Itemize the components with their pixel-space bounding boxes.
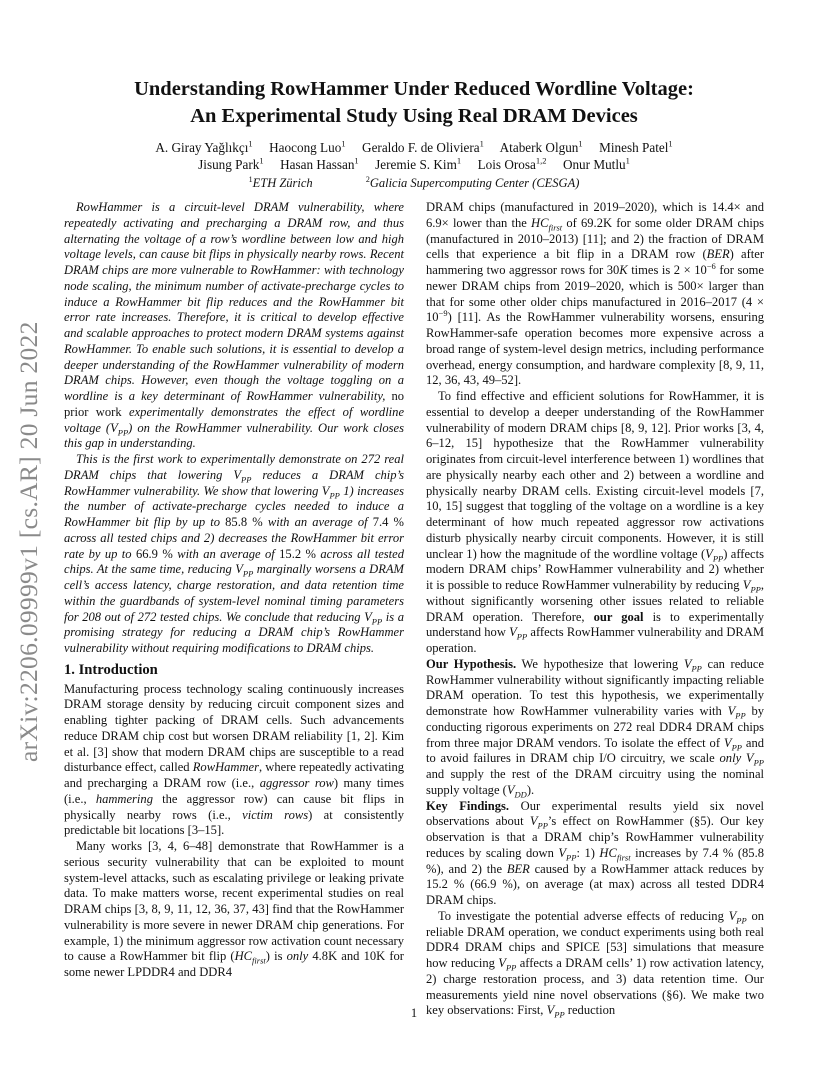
author-name: Geraldo F. de Oliviera: [362, 140, 480, 155]
arxiv-identifier: arXiv:2206.09999v1 [cs.AR] 20 Jun 2022: [14, 321, 43, 762]
author-affiliation-mark: 1: [341, 138, 346, 149]
right-column: [426, 200, 764, 1019]
author-name: Onur Mutlu: [562, 157, 626, 172]
affiliations: [0, 176, 828, 191]
title-line-1: Understanding RowHammer Under Reduced Wordline Voltage:: [134, 78, 694, 100]
affiliation-number: 2: [365, 174, 370, 184]
author-affiliation-mark: 1: [248, 138, 253, 149]
left-column: [64, 200, 404, 981]
section-heading-introduction: 1. Introduction: [64, 661, 158, 678]
author-affiliation-mark: 1: [479, 138, 484, 149]
author-affiliation-mark: 1: [456, 155, 462, 166]
intro-paragraph-1: Manufacturing process technology scaling continuously increases DRAM storage density by reducing circuit component sizes and enabling tighter packing of DRAM cells. Such advancements reduce DRAM chip cost but worsen DRAM reliability [1, 2]. Kim et al. [3] show that modern DRAM chips are susceptible to a read disturbance effect, called RowHammer, where repeatedly activating and precharging a DRAM row (i.e., aggressor row) many times (i.e., hammering the aggressor row) can cause bit flips in physically nearby rows (i.e., victim rows) at consistently predictable bit locations [3–15].: [64, 681, 405, 838]
author-list: [0, 139, 828, 173]
author-name: A. Giray Yağlıkçı: [155, 140, 249, 155]
intro-paragraph-3: To find effective and efficient solutions for RowHammer, it is essential to develop a deeper understanding of the RowHammer vulnerability of modern DRAM chips [8, 9, 12]. Prior works [3, 4, 6–12, 15] hypothesize that the RowHammer vulnerability originates from circuit-level interference between 1) wordlines that are physically nearby each other and 2) between a wordline and physically nearby DRAM cells. Existing circuit-level models [7, 10, 15] suggest that toggling of the voltage on a wordline is a key determinant of how much repeated aggressor row activations disturb physically nearby circuit components. However, it is still unclear 1) how the magnitude of the wordline voltage $(V_{PP})$ affects modern DRAM chips’ RowHammer vulnerability and 2) whether it is possible to reduce RowHammer vulnerability by reducing $V_{PP}$, without significantly worsening other issues related to reliable DRAM operation. Therefore, our goal is to experimentally understand how $V_{PP}$ affects RowHammer vulnerability and DRAM operation.: [426, 389, 764, 655]
abstract-paragraph-1: RowHammer is a circuit-level DRAM vulnerability, where repeatedly activating and precharging a DRAM row, and thus alternating the voltage of a row’s wordline between low and high voltage levels, can cause bit flips in physically nearby rows. Recent DRAM chips are more vulnerable to RowHammer: with technology node scaling, the minimum number of activate-precharge cycles to induce a RowHammer bit flip reduces and the RowHammer bit error rate increases. Therefore, it is critical to develop effective and scalable approaches to protect modern DRAM systems against RowHammer. To enable such solutions, it is essential to develop a deeper understanding of the RowHammer vulnerability of modern DRAM chips. However, even though the voltage toggling on a wordline is a key determinant of RowHammer vulnerability, no prior work experimentally demonstrates the effect of wordline voltage $(V_{PP})$ on the RowHammer vulnerability. Our work closes this gap in understanding.: [64, 200, 405, 451]
author-affiliation-mark: 1,2: [535, 155, 547, 166]
author-name: Haocong Luo: [269, 140, 342, 155]
authors-line-2: [0, 156, 828, 173]
author-affiliation-mark: 1: [578, 138, 583, 149]
author-affiliation-mark: 1: [354, 155, 359, 166]
page-number: 1: [410, 1006, 418, 1020]
affiliation-name: ETH Zürich: [252, 176, 313, 190]
affiliation-number: 1: [248, 174, 253, 184]
author-affiliation-mark: 1: [668, 138, 673, 149]
author-name: Jisung Park: [198, 157, 260, 172]
author-name: Jeremie S. Kim: [375, 157, 457, 172]
authors-line-1: [0, 139, 828, 156]
intro-paragraph-2: Many works [3, 4, 6–48] demonstrate that RowHammer is a serious security vulnerability that can be exploited to mount system-level attacks, such as escalating privilege or leaking private data. To make matters worse, recent experimental studies on real DRAM chips [3, 8, 9, 11, 12, 36, 37, 43] find that the RowHammer vulnerability is more severe in newer DRAM chip generations. For example, 1) the minimum aggressor row activation count necessary to cause a RowHammer bit flip $(HC_{first})$ is only 4.8K and 10K for some newer LPDDR4 and DDR4: [64, 839, 404, 979]
author-affiliation-mark: 1: [259, 155, 264, 166]
author-name: Lois Orosa: [477, 157, 536, 172]
title-line-2: An Experimental Study Using Real DRAM Devices: [190, 105, 638, 127]
author-name: Hasan Hassan: [280, 157, 355, 172]
abstract-paragraph-2: This is the first work to experimentally demonstrate on 272 real DRAM chips that lowering $V_{PP}$ reduces a DRAM chip’s RowHammer vulnerability. We show that lowering $V_{PP}$ 1) increases the number of activate-precharge cycles needed to induce a RowHammer bit flip by up to 85.8 % with an average of 7.4 % across all tested chips and 2) decreases the RowHammer bit error rate by up to 66.9 % with an average of 15.2 % across all tested chips. At the same time, reducing $V_{PP}$ marginally worsens a DRAM cell’s access latency, charge restoration, and data retention time within the guardbands of system-level nominal timing parameters for 208 out of 272 tested chips. We conclude that reducing $V_{PP}$ is a promising strategy for reducing a DRAM chip’s RowHammer vulnerability without requiring modifications to DRAM chips.: [64, 452, 405, 655]
intro-paragraph-4: To investigate the potential adverse effects of reducing $V_{PP}$ on reliable DRAM operation, we conduct experiments using both real DDR4 DRAM chips and SPICE [53] simulations that measure how reducing $V_{PP}$ affects a DRAM cells’ 1) row activation latency, 2) charge restoration process, and 3) data retention time. Our measurements yield nine novel observations (§6). We make two key observations: First, $V_{PP}$ reduction: [426, 908, 764, 1020]
author-name: Ataberk Olgun: [499, 140, 579, 155]
abstract: [64, 200, 404, 657]
key-findings-paragraph: Key Findings. Our experimental results yield six novel observations about $V_{PP}’s$ effect on RowHammer (§5). Our key observation is that a DRAM chip’s RowHammer vulnerability reduces by scaling down $V_{PP}$: 1) $HC_{first}$ increases by 7.4 % (85.8 %), and 2) the BER caused by a RowHammer attack reduces by 15.2 % (66.9 %), on average (at max) across all tested DDR4 DRAM chips.: [426, 798, 764, 907]
intro-paragraph-2-continued: DRAM chips (manufactured in 2019–2020), which is 14.4× and 6.9× lower than the $HC_{first}$ of 69.2K for some older DRAM chips (manufactured in 2010–2013) [11]; and 2) the fraction of DRAM cells that experience a bit flip in a DRAM row (BER) after hammering two aggressor rows for 30K times is $2 \times 10^{-6}$ for some newer DRAM chips from 2019–2020, which is 500× larger than that for some other older chips manufactured in 2016–2017 $(4 \times 10^{-9})$ [11]. As the RowHammer vulnerability worsens, ensuring RowHammer-safe operation becomes more expensive across a broad range of system-level design metrics, including performance overhead, energy consumption, and hardware complexity [8, 9, 11, 12, 36, 43, 49–52].: [426, 200, 765, 388]
author-name: Minesh Patel: [599, 140, 669, 155]
author-affiliation-mark: 1: [625, 155, 630, 166]
paper-title: [0, 76, 828, 130]
hypothesis-paragraph: Our Hypothesis. We hypothesize that lowering $V_{PP}$ can reduce RowHammer vulnerability without significantly impacting reliable DRAM operation. To test this hypothesis, we experimentally demonstrate how RowHammer vulnerability varies with $V_{PP}$ by conducting rigorous experiments on 272 real DDR4 DRAM chips from three major DRAM vendors. To isolate the effect of $V_{PP}$ and to avoid failures in DRAM chip I/O circuitry, we scale only $V_{PP}$ and supply the rest of the DRAM circuitry using the nominal supply voltage $(V_{DD})$.: [426, 656, 765, 800]
affiliation-name: Galicia Supercomputing Center (CESGA): [369, 176, 580, 190]
